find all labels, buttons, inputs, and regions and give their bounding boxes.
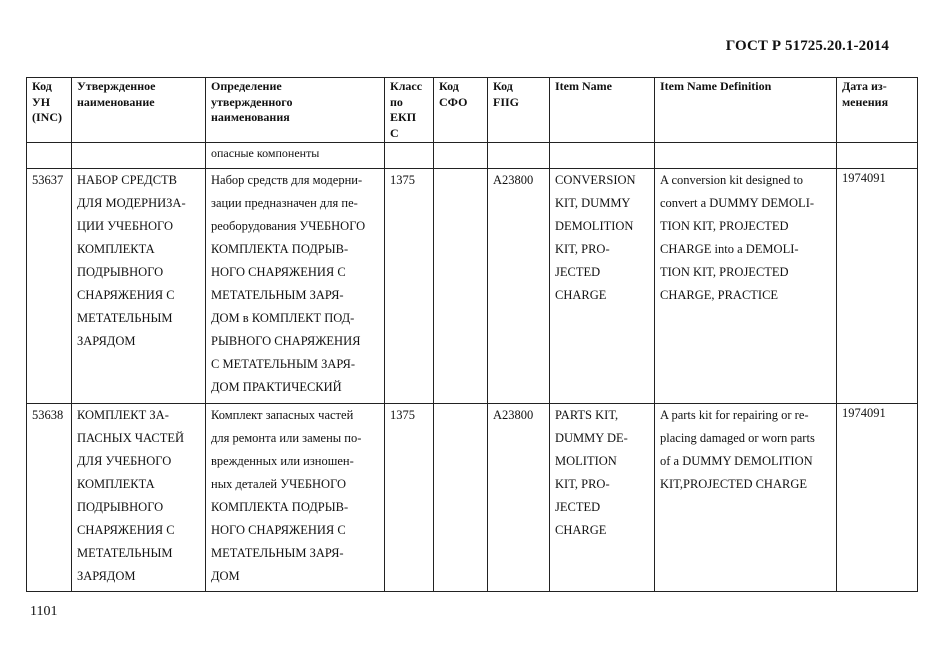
text-line: TION KIT, PROJECTED [660,265,789,279]
text-line: ПОДРЫВНОГО [77,500,164,514]
text-line: A conversion kit designed to [660,173,804,187]
text-line: по [390,94,403,109]
continuation-row [27,143,918,169]
text-line: реоборудования УЧЕБНОГО [211,219,366,233]
text-line: ЗАРЯДОМ [77,569,136,583]
inc-code: 53637 [27,169,72,404]
cell [837,143,918,169]
text-line: KIT, DUMMY [555,196,631,210]
header-class [385,78,434,143]
header-item-name-definition [655,78,837,143]
text-line: DEMOLITION [555,219,634,233]
text-line: CHARGE into a DEMOLI- [660,242,799,256]
header-definition [206,78,385,143]
header-change-date [837,78,918,143]
text-line: DUMMY DE- [555,431,628,445]
name-definition [206,169,385,404]
text-line: СФО [439,94,468,109]
text-line: УН [32,94,51,109]
text-line: ных деталей УЧЕБНОГО [211,477,347,491]
class-code: 1375 [385,404,434,592]
text-line: ДОМ ПРАКТИЧЕСКИЙ [211,380,342,394]
cell [488,143,550,169]
fiig-code: A23800 [488,169,550,404]
text-line: Дата из- [842,79,887,93]
fiig-code: A23800 [488,404,550,592]
text-line: ДЛЯ УЧЕБНОГО [77,454,172,468]
cell [655,143,837,169]
header-sfo [434,78,488,143]
text-line: ПОДРЫВНОГО [77,265,164,279]
text-line: КОМПЛЕКТ ЗА- [77,408,169,422]
sfo-code [434,404,488,592]
text-line: для ремонта или замены по- [211,431,362,445]
text-line: FIIG [493,94,520,109]
text-line: КОМПЛЕКТА ПОДРЫВ- [211,242,349,256]
change-date: 1974091 [837,404,918,592]
continuation-text: опасные компоненты [206,143,385,169]
text-line: КОМПЛЕКТА [77,242,155,256]
text-line: зации предназначен для пе- [211,196,358,210]
text-line: утвержденного [211,94,293,109]
header-item-name [550,78,655,143]
item-name [550,169,655,404]
name-definition [206,404,385,592]
item-name-definition [655,169,837,404]
cell [434,143,488,169]
text-line: TION KIT, PROJECTED [660,219,789,233]
text-line: JECTED [555,265,601,279]
text-line: МЕТАТЕЛЬНЫМ ЗАРЯ- [211,546,344,560]
text-line: CHARGE [555,288,607,302]
text-line: Класс [390,79,423,93]
text-line: KIT, PRO- [555,477,610,491]
header-code-inc [27,78,72,143]
approved-name [72,169,206,404]
header-fiig [488,78,550,143]
text-line: JECTED [555,500,601,514]
text-line: врежденных или изношен- [211,454,354,468]
text-line: KIT,PROJECTED CHARGE [660,477,807,491]
text-line: СНАРЯЖЕНИЯ С [77,523,175,537]
header-approved-name [72,78,206,143]
text-line: Определение [211,79,282,93]
text-line: С [390,125,399,140]
document-title: ГОСТ Р 51725.20.1-2014 [725,38,889,54]
sfo-code [434,169,488,404]
catalog-table [26,77,918,592]
text-line: PARTS KIT, [555,408,619,422]
text-line: MOLITION [555,454,617,468]
text-line: менения [842,94,889,109]
text-line: МЕТАТЕЛЬНЫМ ЗАРЯ- [211,288,344,302]
text-line: ЕКП [390,110,417,124]
text-line: Item Name [555,79,612,93]
text-line: Код [32,79,52,93]
cell [550,143,655,169]
text-line: наименование [77,94,155,109]
class-code: 1375 [385,169,434,404]
text-line: Комплект запасных частей [211,408,354,422]
text-line: НОГО СНАРЯЖЕНИЯ С [211,523,346,537]
inc-code: 53638 [27,404,72,592]
text-line: Код [493,79,513,93]
text-line: ЗАРЯДОМ [77,334,136,348]
page-number: 1101 [30,604,58,619]
item-name [550,404,655,592]
text-line: ДЛЯ МОДЕРНИЗА- [77,196,186,210]
text-line: ЦИИ УЧЕБНОГО [77,219,173,233]
text-line: НОГО СНАРЯЖЕНИЯ С [211,265,346,279]
text-line: Item Name Definition [660,79,772,93]
table-row [27,404,918,592]
text-line: КОМПЛЕКТА ПОДРЫВ- [211,500,349,514]
text-line: НАБОР СРЕДСТВ [77,173,178,187]
text-line: ПАСНЫХ ЧАСТЕЙ [77,431,185,445]
approved-name [72,404,206,592]
cell [27,143,72,169]
text-line: CONVERSION [555,173,636,187]
text-line: CHARGE [555,523,607,537]
text-line: of a DUMMY DEMOLITION [660,454,813,468]
text-line: МЕТАТЕЛЬНЫМ [77,546,173,560]
cell [72,143,206,169]
text-line: KIT, PRO- [555,242,610,256]
text-line: placing damaged or worn parts [660,431,815,445]
text-line: convert a DUMMY DEMOLI- [660,196,815,210]
text-line: СНАРЯЖЕНИЯ С [77,288,175,302]
table-row [27,169,918,404]
text-line: МЕТАТЕЛЬНЫМ [77,311,173,325]
text-line: ДОМ [211,569,240,583]
text-line: Набор средств для модерни- [211,173,363,187]
text-line: A parts kit for repairing or re- [660,408,809,422]
text-line: ДОМ в КОМПЛЕКТ ПОД- [211,311,355,325]
text-line: Утвержденное [77,79,156,93]
text-line: Код [439,79,459,93]
change-date: 1974091 [837,169,918,404]
text-line: CHARGE, PRACTICE [660,288,779,302]
text-line: С МЕТАТЕЛЬНЫМ ЗАРЯ- [211,357,356,371]
text-line: наименования [211,110,290,124]
text-line: РЫВНОГО СНАРЯЖЕНИЯ [211,334,361,348]
text-line: (INC) [32,110,62,124]
text-line: КОМПЛЕКТА [77,477,155,491]
item-name-definition [655,404,837,592]
cell [385,143,434,169]
table-header-row [27,78,918,143]
